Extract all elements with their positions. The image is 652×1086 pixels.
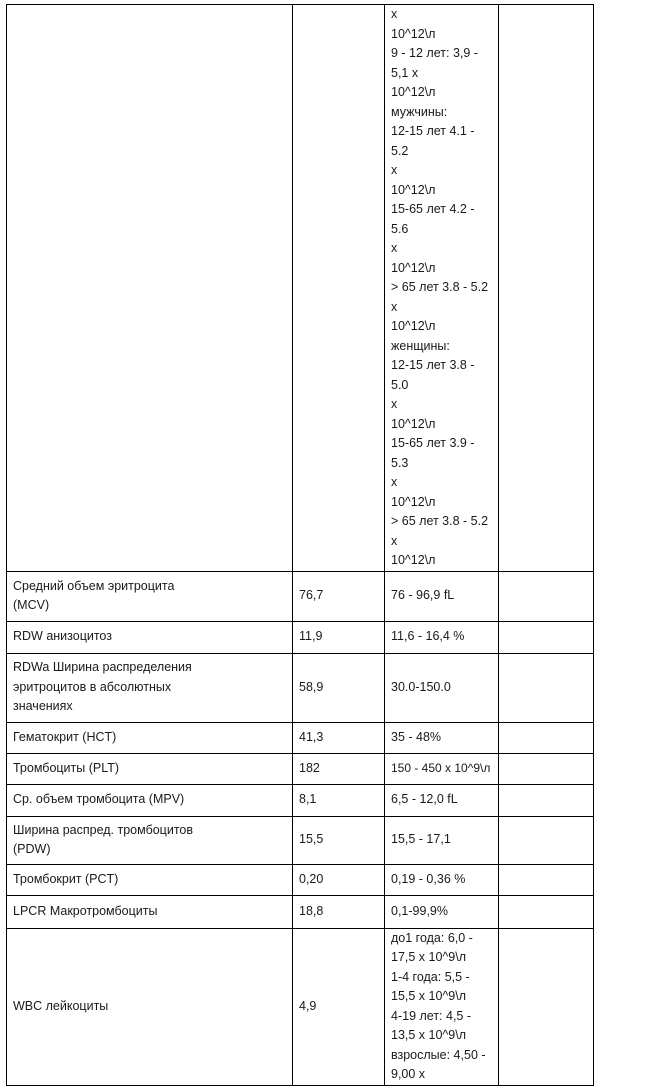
test-name: Средний объем эритроцита bbox=[13, 578, 175, 593]
reference-range-cell bbox=[385, 5, 499, 572]
table-row-hct bbox=[7, 722, 594, 753]
reference-line: x bbox=[391, 7, 398, 21]
test-value-cell: 182 bbox=[293, 753, 385, 784]
table-row-rdw bbox=[7, 621, 594, 653]
test-name-cell: Тромбокрит (PCT) bbox=[7, 864, 293, 895]
reference-line: 15-65 лет 3.9 - 5.3 bbox=[391, 436, 475, 470]
reference-range-cell bbox=[385, 928, 499, 1085]
reference-range-cell: 0,19 - 0,36 % bbox=[385, 864, 499, 895]
test-name-cell bbox=[7, 5, 293, 572]
reference-range-cell: 6,5 - 12,0 fL bbox=[385, 784, 499, 816]
test-value-cell: 58,9 bbox=[293, 653, 385, 722]
reference-line: женщины: bbox=[391, 338, 450, 353]
table-row-lpcr bbox=[7, 895, 594, 928]
reference-line: 10^12\л bbox=[391, 182, 436, 197]
blood-test-table bbox=[6, 4, 594, 1086]
comment-cell bbox=[499, 928, 594, 1085]
comment-cell bbox=[499, 621, 594, 653]
test-name-cell bbox=[7, 571, 293, 621]
test-name-cell: WBC лейкоциты bbox=[7, 928, 293, 1085]
comment-cell bbox=[499, 864, 594, 895]
test-name: (MCV) bbox=[13, 598, 50, 612]
reference-range-cell: 30.0-150.0 bbox=[385, 653, 499, 722]
test-name-cell: Тромбоциты (PLT) bbox=[7, 753, 293, 784]
test-name-cell: Гематокрит (HCT) bbox=[7, 722, 293, 753]
reference-line: 9,00 x bbox=[391, 1067, 426, 1081]
reference-line: 1-4 года: 5,5 - bbox=[391, 969, 470, 984]
reference-line: 10^12\л bbox=[391, 260, 436, 275]
test-name: значениях bbox=[13, 699, 73, 714]
test-value-cell: 76,7 bbox=[293, 571, 385, 621]
reference-line: 13,5 x 10^9\л bbox=[391, 1028, 467, 1042]
test-value-cell: 18,8 bbox=[293, 895, 385, 928]
reference-line: > 65 лет 3.8 - 5.2 x bbox=[391, 514, 489, 548]
test-name: (PDW) bbox=[13, 842, 51, 856]
reference-range-cell: 0,1-99,9% bbox=[385, 895, 499, 928]
reference-line: 5,1 x bbox=[391, 65, 419, 80]
test-value-cell: 11,9 bbox=[293, 621, 385, 653]
comment-cell bbox=[499, 816, 594, 864]
test-name-cell: Ср. объем тромбоцита (MPV) bbox=[7, 784, 293, 816]
test-name: Ширина распред. тромбоцитов bbox=[13, 822, 194, 837]
reference-line: x bbox=[391, 241, 398, 255]
comment-cell bbox=[499, 784, 594, 816]
reference-line: взрослые: 4,50 - bbox=[391, 1047, 486, 1062]
reference-line: 10^12\л bbox=[391, 416, 436, 431]
reference-line: 17,5 x 10^9\л bbox=[391, 950, 467, 964]
table-row-wbc bbox=[7, 928, 594, 1085]
test-name-cell bbox=[7, 816, 293, 864]
reference-line: 4-19 лет: 4,5 - bbox=[391, 1008, 472, 1023]
test-name: RDWa Ширина распределения bbox=[13, 660, 192, 675]
reference-line: 10^12\л bbox=[391, 26, 436, 41]
comment-cell bbox=[499, 753, 594, 784]
reference-line: 10^12\л bbox=[391, 553, 436, 567]
reference-line: 10^12\л bbox=[391, 85, 436, 99]
reference-line: 15,5 x 10^9\л bbox=[391, 989, 467, 1003]
test-name-cell: RDW анизоцитоз bbox=[7, 621, 293, 653]
table-row-pct bbox=[7, 864, 594, 895]
reference-range-cell: 35 - 48% bbox=[385, 722, 499, 753]
table-row-rbc-continuation bbox=[7, 5, 594, 572]
reference-line: 12-15 лет 4.1 - 5.2 bbox=[391, 124, 475, 158]
reference-line: 10^12\л bbox=[391, 319, 436, 333]
test-name: эритроцитов в абсолютных bbox=[13, 679, 172, 694]
test-name-cell: LPCR Макротромбоциты bbox=[7, 895, 293, 928]
comment-cell bbox=[499, 5, 594, 572]
reference-line: 10^12\л bbox=[391, 494, 436, 509]
comment-cell bbox=[499, 571, 594, 621]
table-row-plt bbox=[7, 753, 594, 784]
test-name-cell bbox=[7, 653, 293, 722]
reference-line: 9 - 12 лет: 3,9 - bbox=[391, 46, 478, 60]
reference-line: мужчины: bbox=[391, 104, 448, 119]
reference-range-cell: 11,6 - 16,4 % bbox=[385, 621, 499, 653]
reference-line: 15-65 лет 4.2 - 5.6 bbox=[391, 202, 475, 236]
reference-line: 12-15 лет 3.8 - 5.0 bbox=[391, 358, 475, 392]
test-value-cell bbox=[293, 5, 385, 572]
test-value-cell: 0,20 bbox=[293, 864, 385, 895]
reference-line: до1 года: 6,0 - bbox=[391, 930, 473, 945]
table-row-rdwa bbox=[7, 653, 594, 722]
reference-range-cell: 76 - 96,9 fL bbox=[385, 571, 499, 621]
reference-range-cell: 150 - 450 x 10^9\л bbox=[385, 753, 499, 784]
test-value-cell: 4,9 bbox=[293, 928, 385, 1085]
test-value-cell: 41,3 bbox=[293, 722, 385, 753]
test-value-cell: 8,1 bbox=[293, 784, 385, 816]
comment-cell bbox=[499, 895, 594, 928]
reference-line: x bbox=[391, 163, 398, 177]
comment-cell bbox=[499, 722, 594, 753]
table-row-pdw bbox=[7, 816, 594, 864]
table-row-mpv bbox=[7, 784, 594, 816]
table-row-mcv bbox=[7, 571, 594, 621]
reference-range-cell: 15,5 - 17,1 bbox=[385, 816, 499, 864]
comment-cell bbox=[499, 653, 594, 722]
reference-line: x bbox=[391, 475, 398, 489]
reference-line: x bbox=[391, 397, 398, 411]
test-value-cell: 15,5 bbox=[293, 816, 385, 864]
reference-line: > 65 лет 3.8 - 5.2 x bbox=[391, 280, 489, 314]
